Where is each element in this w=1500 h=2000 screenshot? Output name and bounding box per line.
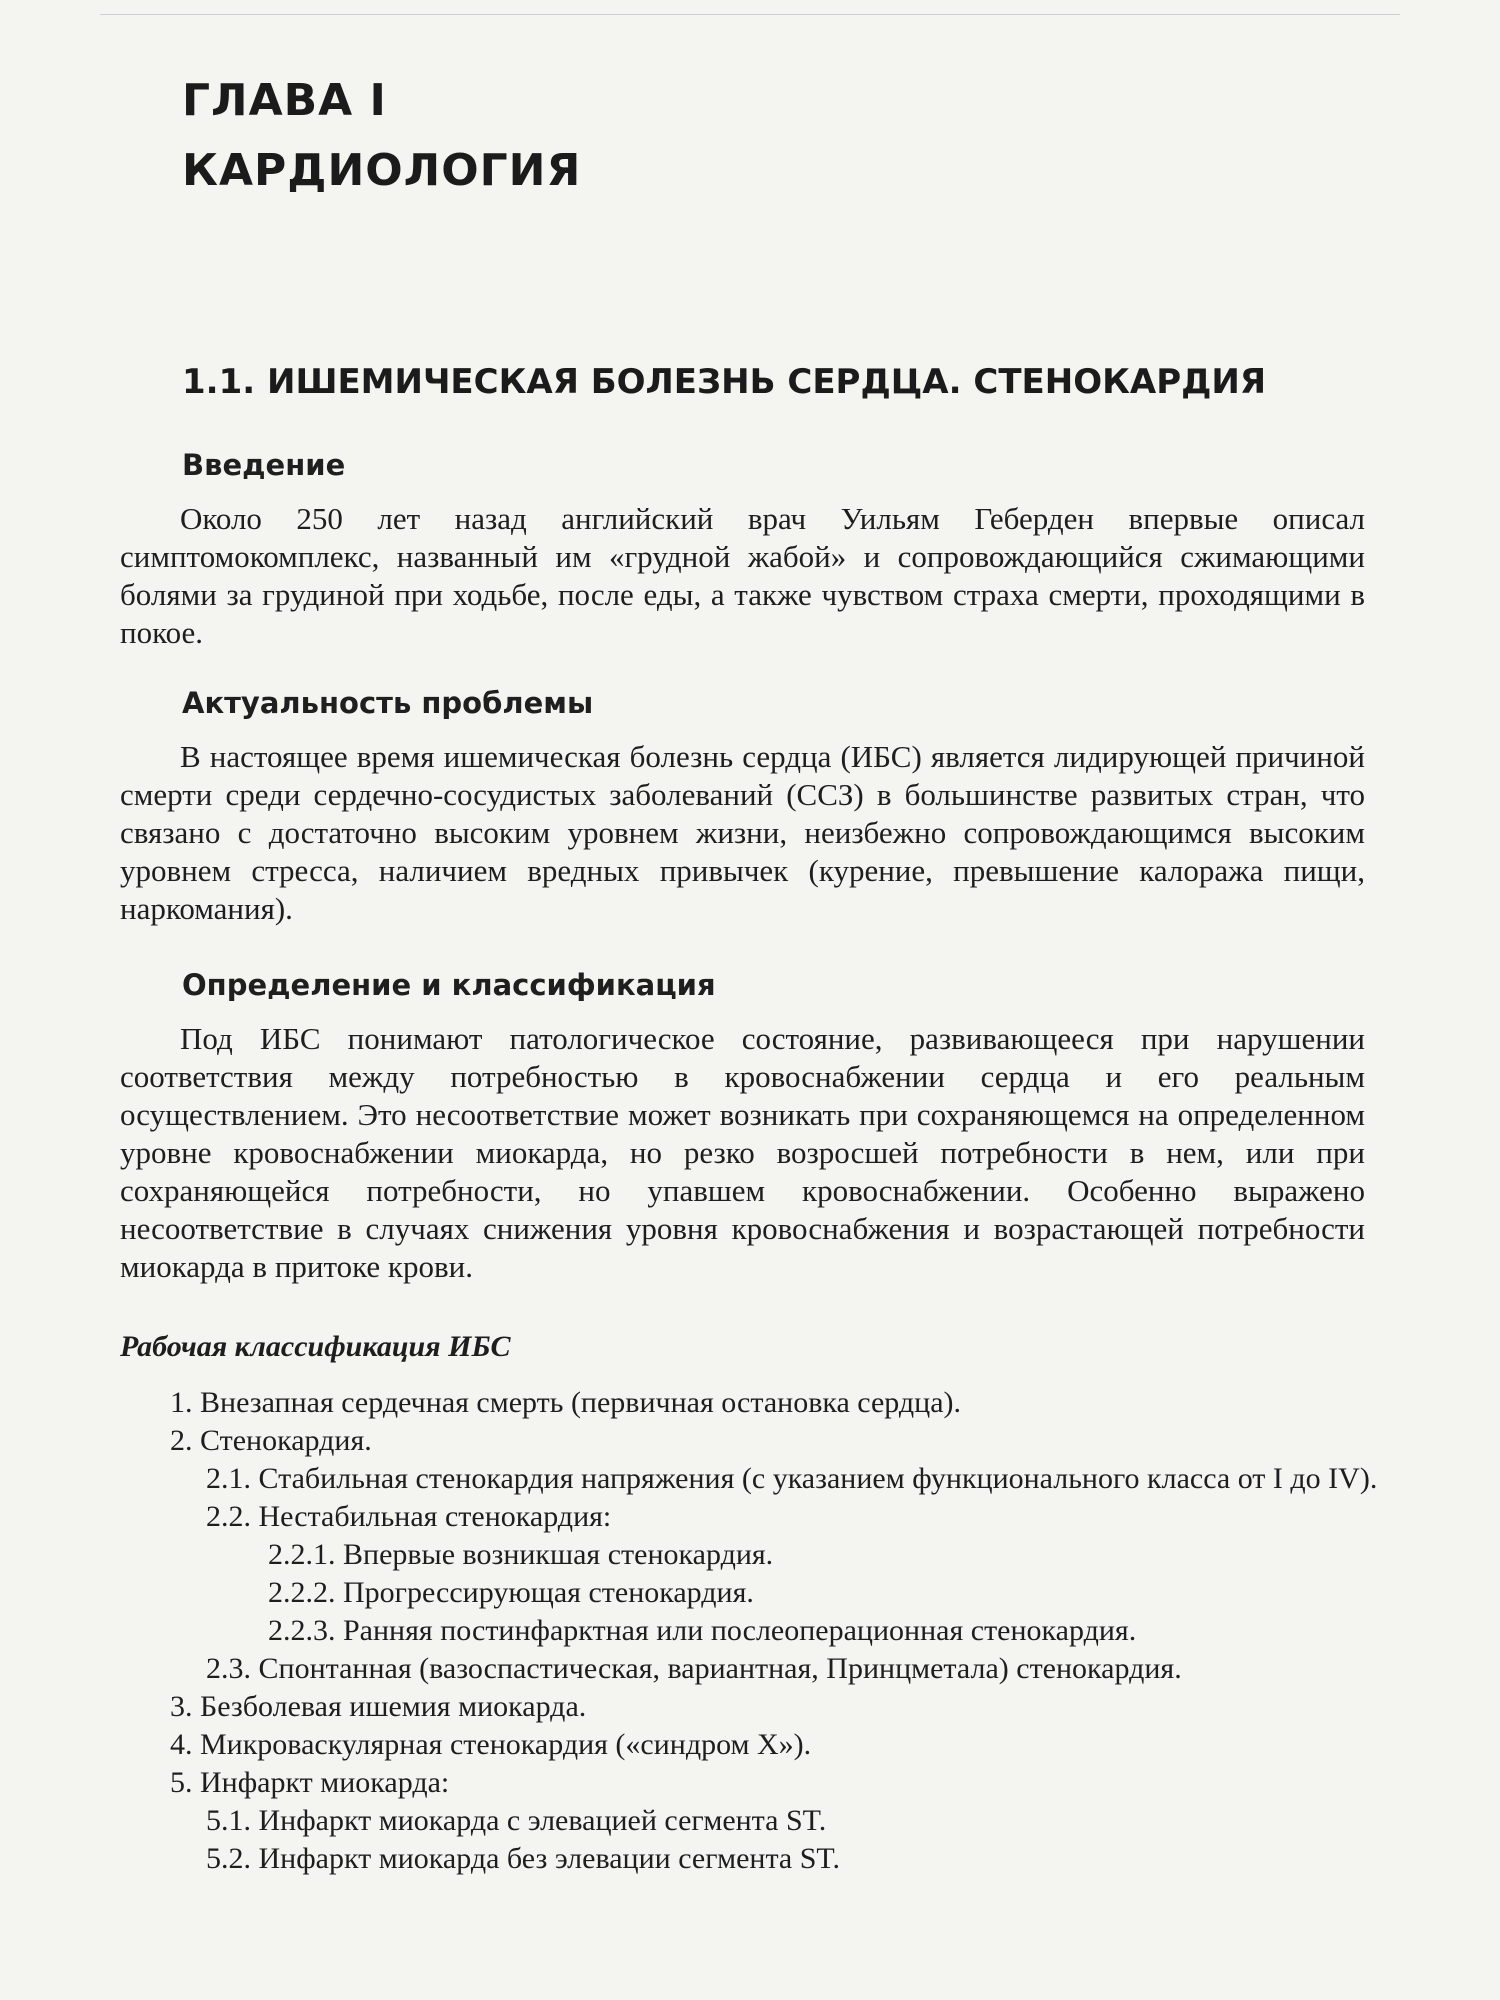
list-item: 5.1. Инфаркт миокарда с элевацией сегмента ST. (206, 1804, 827, 1837)
classification-heading: Рабочая классификация ИБС (120, 1330, 511, 1363)
definition-paragraph: Под ИБС понимают патологическое состояние, развивающееся при нарушении соответствия между потребностью в кровоснабжении сердца и его реальным осуществлением. Это несоответствие может возникать при сохраняющемся на определенном уровне кровоснабжении миокарда, но резко возросшей потребности в нем, или при сохраняющейся потребности, но упавшем кровоснабжении. Особенно выражено несоответствие в случаях снижения уровня кровоснабжения и возрастающей потребности миокарда в притоке крови. (120, 1021, 1365, 1284)
list-item: 4. Микроваскулярная стенокардия («синдром Х»). (170, 1728, 812, 1761)
list-item: 5.2. Инфаркт миокарда без элевации сегмента ST. (206, 1842, 841, 1875)
chapter-title (182, 66, 581, 206)
intro-paragraph: Около 250 лет назад английский врач Уильям Геберден впервые описал симптомокомплекс, названный им «грудной жабой» и сопровождающийся сжимающими болями за грудиной при ходьбе, после еды, а также чувством страха смерти, проходящими в покое. (120, 501, 1365, 650)
list-item: 2.1. Стабильная стенокардия напряжения (с указанием функционального класса от I до IV). (206, 1462, 1378, 1495)
intro-heading: Введение (182, 448, 346, 482)
list-item: 2.2. Нестабильная стенокардия: (206, 1500, 612, 1533)
section-title: 1.1. ИШЕМИЧЕСКАЯ БОЛЕЗНЬ СЕРДЦА. СТЕНОКАРДИЯ (182, 362, 1267, 402)
list-item: 1. Внезапная сердечная смерть (первичная остановка сердца). (170, 1386, 962, 1419)
list-item: 3. Безболевая ишемия миокарда. (170, 1690, 587, 1723)
list-item: 2.2.2. Прогрессирующая стенокардия. (268, 1576, 754, 1609)
list-item: 2.2.1. Впервые возникшая стенокардия. (268, 1538, 774, 1571)
relevance-heading: Актуальность проблемы (182, 686, 594, 720)
list-item: 2. Стенокардия. (170, 1424, 372, 1457)
definition-heading: Определение и классификация (182, 968, 716, 1002)
relevance-paragraph: В настоящее время ишемическая болезнь сердца (ИБС) является лидирующей причиной смерти среди сердечно-сосудистых заболеваний (ССЗ) в большинстве развитых стран, что связано с достаточно высоким уровнем жизни, неизбежно сопровождающимся высоким уровнем стресса, наличием вредных привычек (курение, превышение калоража пищи, наркомания). (120, 739, 1365, 926)
list-item: 2.3. Спонтанная (вазоспастическая, вариантная, Принцметала) стенокардия. (206, 1652, 1182, 1685)
running-header-rule (100, 0, 1400, 15)
classification-list (170, 1384, 1380, 1878)
chapter-number: ГЛАВА I (182, 75, 387, 126)
list-item: 5. Инфаркт миокарда: (170, 1766, 450, 1799)
list-item: 2.2.3. Ранняя постинфарктная или послеоперационная стенокардия. (268, 1614, 1137, 1647)
chapter-name: КАРДИОЛОГИЯ (182, 145, 582, 196)
